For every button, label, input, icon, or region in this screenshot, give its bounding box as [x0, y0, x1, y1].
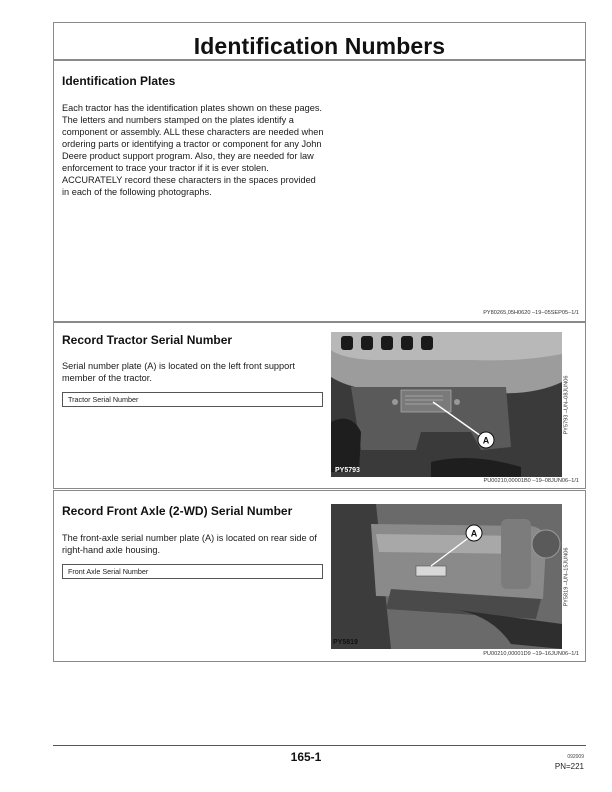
page-title: Identification Numbers	[193, 33, 446, 59]
section-identification-plates	[53, 60, 586, 322]
section-body: The front-axle serial number plate (A) is located on rear side of right-hand axle housing.	[62, 533, 317, 555]
section-body: Serial number plate (A) is located on the left front support member of the tractor.	[62, 361, 295, 383]
section-tractor-serial	[53, 322, 586, 489]
front-axle-serial-field[interactable]: Front Axle Serial Number	[62, 564, 323, 579]
photo-side-reference: PY5819 –UN–15JUN06	[562, 504, 572, 649]
section-heading: Record Tractor Serial Number	[62, 333, 233, 347]
front-axle-photo	[331, 504, 572, 649]
page-pn: PN=221	[554, 762, 584, 771]
photo-caption: PY5793	[335, 467, 360, 474]
tractor-photo-image	[331, 332, 562, 477]
section-front-axle-serial	[53, 490, 586, 662]
tractor-serial-field[interactable]: Tractor Serial Number	[62, 392, 323, 407]
reference-code: PY80265,05H0620 –19–05SEP05–1/1	[483, 310, 579, 316]
section-heading: Identification Plates	[62, 74, 176, 88]
callout-a-label: A	[482, 435, 490, 446]
date-code: 092009	[567, 754, 584, 760]
section-heading: Record Front Axle (2-WD) Serial Number	[62, 504, 293, 518]
footer-rule	[53, 745, 586, 746]
section-body: Each tractor has the identification plates shown on these pages. The letters and numbers stamped on the plates identify a component or assembly. ALL these characters are needed when ordering parts or identifying a tractor or component for any John Deere product support program. Also, they are needed for law enforcement to trace your tractor if it is ever stolen. ACCURATELY record these characters in the spaces provided in each of the following photographs.	[62, 103, 324, 197]
page-number: 165-1	[290, 750, 322, 764]
title-box	[53, 22, 586, 60]
photo-side-reference: PY5793 –UN–08JUN06	[562, 332, 572, 477]
callout-a-label: A	[470, 528, 478, 539]
reference-code: PU00210,00001D9 –19–16JUN06–1/1	[483, 651, 579, 657]
reference-code: PU00210,00001B0 –19–08JUN06–1/1	[483, 478, 579, 484]
tractor-serial-photo	[331, 332, 572, 477]
axle-photo-image	[331, 504, 562, 649]
photo-caption: PY5819	[333, 639, 358, 646]
